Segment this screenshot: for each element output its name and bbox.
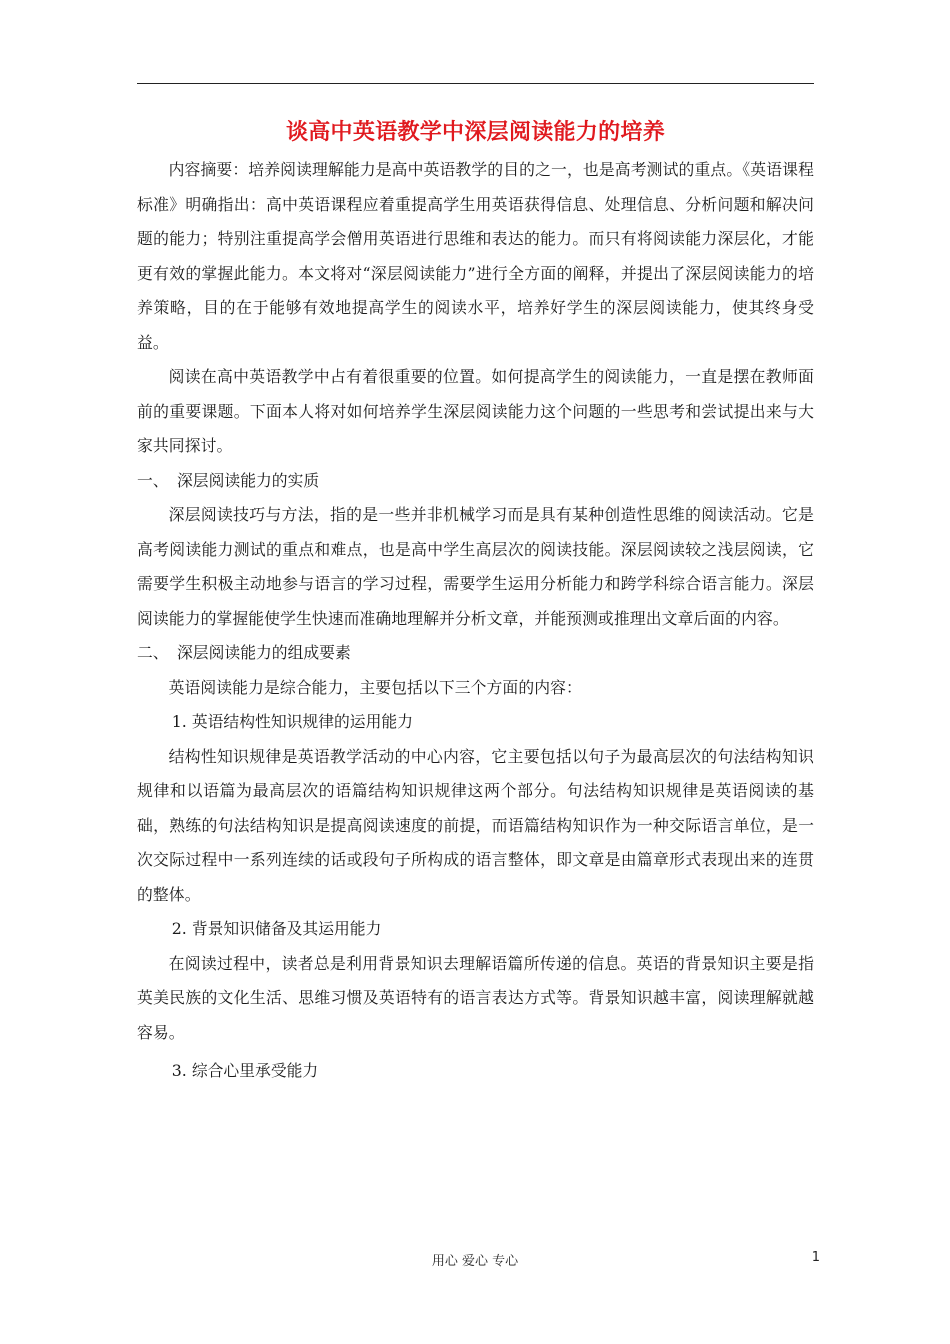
section-1-number: 一、 — [137, 470, 169, 490]
header-rule — [137, 83, 814, 84]
section-1-heading — [137, 464, 814, 499]
item-2-heading: 2. 背景知识储备及其运用能力 — [171, 919, 382, 938]
item-1-body: 结构性知识规律是英语教学活动的中心内容，它主要包括以句子为最高层次的句法结构知识规律和以语篇为最高层次的语篇结构知识规律这两个部分。句法结构知识规律是英语阅读的基础，熟练的句法结构知识是提高阅读速度的前提，而语篇结构知识作为一种交际语言单位，是一次交际过程中一系列连续的话或段句子所构成的语言整体，即文章是由篇章形式表现出来的连贯的整体。 — [137, 746, 814, 904]
footer-motto: 用心 爱心 专心 — [431, 1254, 519, 1269]
document-body — [137, 113, 814, 1089]
item-1-heading: 1. 英语结构性知识规律的运用能力 — [171, 712, 413, 731]
item-2-body: 在阅读过程中，读者总是利用背景知识去理解语篇所传递的信息。英语的背景知识主要是指英美民族的文化生活、思维习惯及英语特有的语言表达方式等。背景知识越丰富，阅读理解就越容易。 — [137, 953, 814, 1042]
section-2-number: 二、 — [137, 643, 169, 662]
section-2-heading — [137, 636, 814, 671]
section-2-title: 深层阅读能力的组成要素 — [177, 643, 351, 662]
section-1-title: 深层阅读能力的实质 — [177, 470, 320, 490]
page-number: 1 — [811, 1250, 820, 1265]
intro-paragraph: 阅读在高中英语教学中占有着很重要的位置。如何提高学生的阅读能力，一直是摆在教师面前的重要课题。下面本人将对如何培养学生深层阅读能力这个问题的一些思考和尝试提出来与大家共同探讨。 — [137, 367, 814, 455]
item-3-heading: 3. 综合心里承受能力 — [171, 1061, 319, 1080]
section-2-intro: 英语阅读能力是综合能力，主要包括以下三个方面的内容： — [168, 677, 582, 697]
section-1-body: 深层阅读技巧与方法，指的是一些并非机械学习而是具有某种创造性思维的阅读活动。它是 高考阅读能力测试的重点和难点，也是高中学生高层次的阅读技能。深层阅读较之浅层阅读，它需要学生积极主动地参与语言的学习过程，需要学生运用分析能力和跨学科综合语言能力。深层阅读能力的掌握能使学生快速而准确地理解并分析文章，并能预测或推理出文章后面的内容。 — [137, 505, 814, 628]
document-title: 谈高中英语教学中深层阅读能力的培养 — [285, 120, 666, 145]
abstract-paragraph: 内容摘要：培养阅读理解能力是高中英语教学的目的之一，也是高考测试的重点。《英语课程标准》明确指出：高中英语课程应着重提高学生用英语获得信息、处理信息、分析问题和解决问题的能力；特别注重提高学会僧用英语进行思维和表达的能力。而只有将阅读能力深层化，才能更有效的掌握此能力。本文将对“深层阅读能力”进行全方面的阐释，并提出了深层阅读能力的培养策略，目的在于能够有效地提高学生的阅读水平，培养好学生的深层阅读能力，使其终身受益。 — [137, 160, 814, 352]
